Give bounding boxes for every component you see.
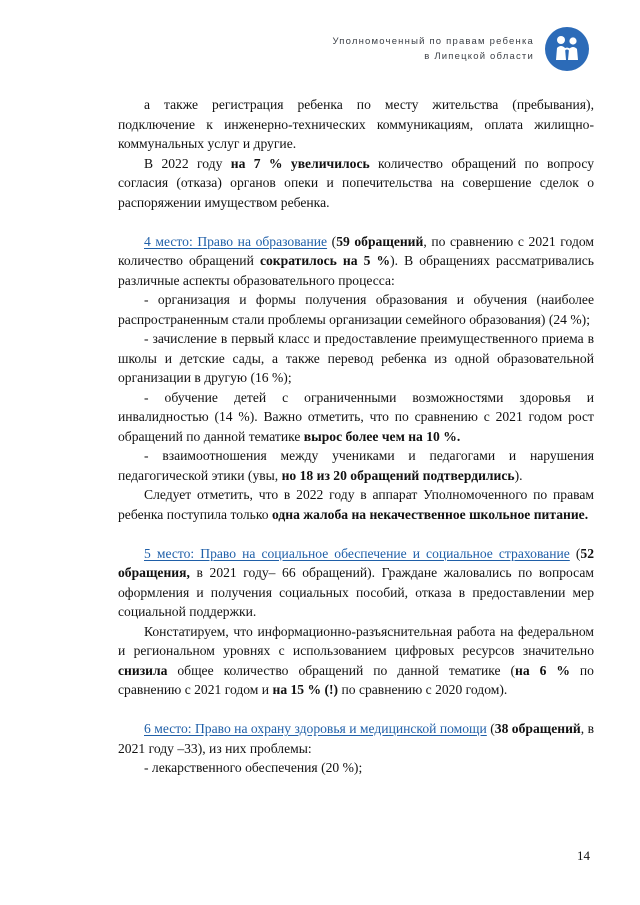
section-5-intro: 5 место: Право на социальное обеспечение и социальное страхование (52 обращения, в 2021 году– 66 обращений). Граждане жаловались по вопросам оформления и получения социальных пособий, отказа в предоставлении мер социальной поддержки. bbox=[118, 545, 594, 619]
paragraph-school-food: Следует отметить, что в 2022 году в аппарат Уполномоченного по правам ребенка поступила только одна жалоба на некачественное школьное питание. bbox=[118, 487, 594, 522]
page-header bbox=[332, 26, 590, 72]
list-item: - лекарственного обеспечения (20 %); bbox=[144, 760, 363, 775]
document-body bbox=[118, 95, 594, 778]
heading-6-place: 6 место: Право на охрану здоровья и медицинской помощи bbox=[144, 721, 487, 736]
section-6-intro: 6 место: Право на охрану здоровья и медицинской помощи (38 обращений, в 2021 году –33), из них проблемы: bbox=[118, 721, 595, 756]
header-title bbox=[332, 34, 534, 64]
page-number: 14 bbox=[577, 848, 590, 863]
paragraph-2: В 2022 году на 7 % увеличилось количество обращений по вопросу согласия (отказа) органов опеки и попечительства на совершение сделок о распоряжении имуществом ребенка. bbox=[118, 155, 594, 210]
list-item: - взаимоотношения между учениками и педагогами и нарушения педагогической этики (увы, но 18 из 20 обращений подтвердились). bbox=[118, 448, 594, 483]
heading-4-place: 4 место: Право на образование bbox=[144, 233, 328, 249]
section-4-intro: 4 место: Право на образование (59 обращений, по сравнению с 2021 годом количество обращений сократилось на 5 %). В обращениях рассматривались различные аспекты образовательного процесса: bbox=[118, 233, 594, 288]
list-item: - обучение детей с ограниченными возможностями здоровья и инвалидностью (14 %). Важно отметить, что по сравнению с 2021 годом рост обращений по данной тематике вырос более чем на 10 %. bbox=[118, 389, 594, 444]
paragraph-1: а также регистрация ребенка по месту жительства (пребывания), подключение к инженерно-технических коммуникациям, оплата жилищно-коммунальных услуг и другие. bbox=[118, 97, 594, 151]
paragraph-digital-resources: Констатируем, что информационно-разъяснительная работа на федеральном и региональном уровнях с использованием цифровых ресурсов значительно снизила общее количество обращений по данной тематике (на 6 % по сравнению с 2021 годом и на 15 % (!) по сравнению с 2020 годом). bbox=[118, 623, 594, 697]
list-item: - зачисление в первый класс и предоставление преимущественного приема в школы и детские сады, а также перевод ребенка из одной образовательной организации в другую (16 %); bbox=[118, 331, 594, 385]
heading-5-place: 5 место: Право на социальное обеспечение и социальное страхование bbox=[144, 545, 570, 561]
header-line-2: в Липецкой области bbox=[424, 51, 534, 62]
header-line-1: Уполномоченный по правам ребенка bbox=[332, 36, 534, 47]
children-silhouette-logo-icon bbox=[544, 26, 590, 72]
list-item: - организация и формы получения образования и обучения (наиболее распространенным стали проблемы организации семейного образования) (24 %); bbox=[118, 292, 594, 327]
